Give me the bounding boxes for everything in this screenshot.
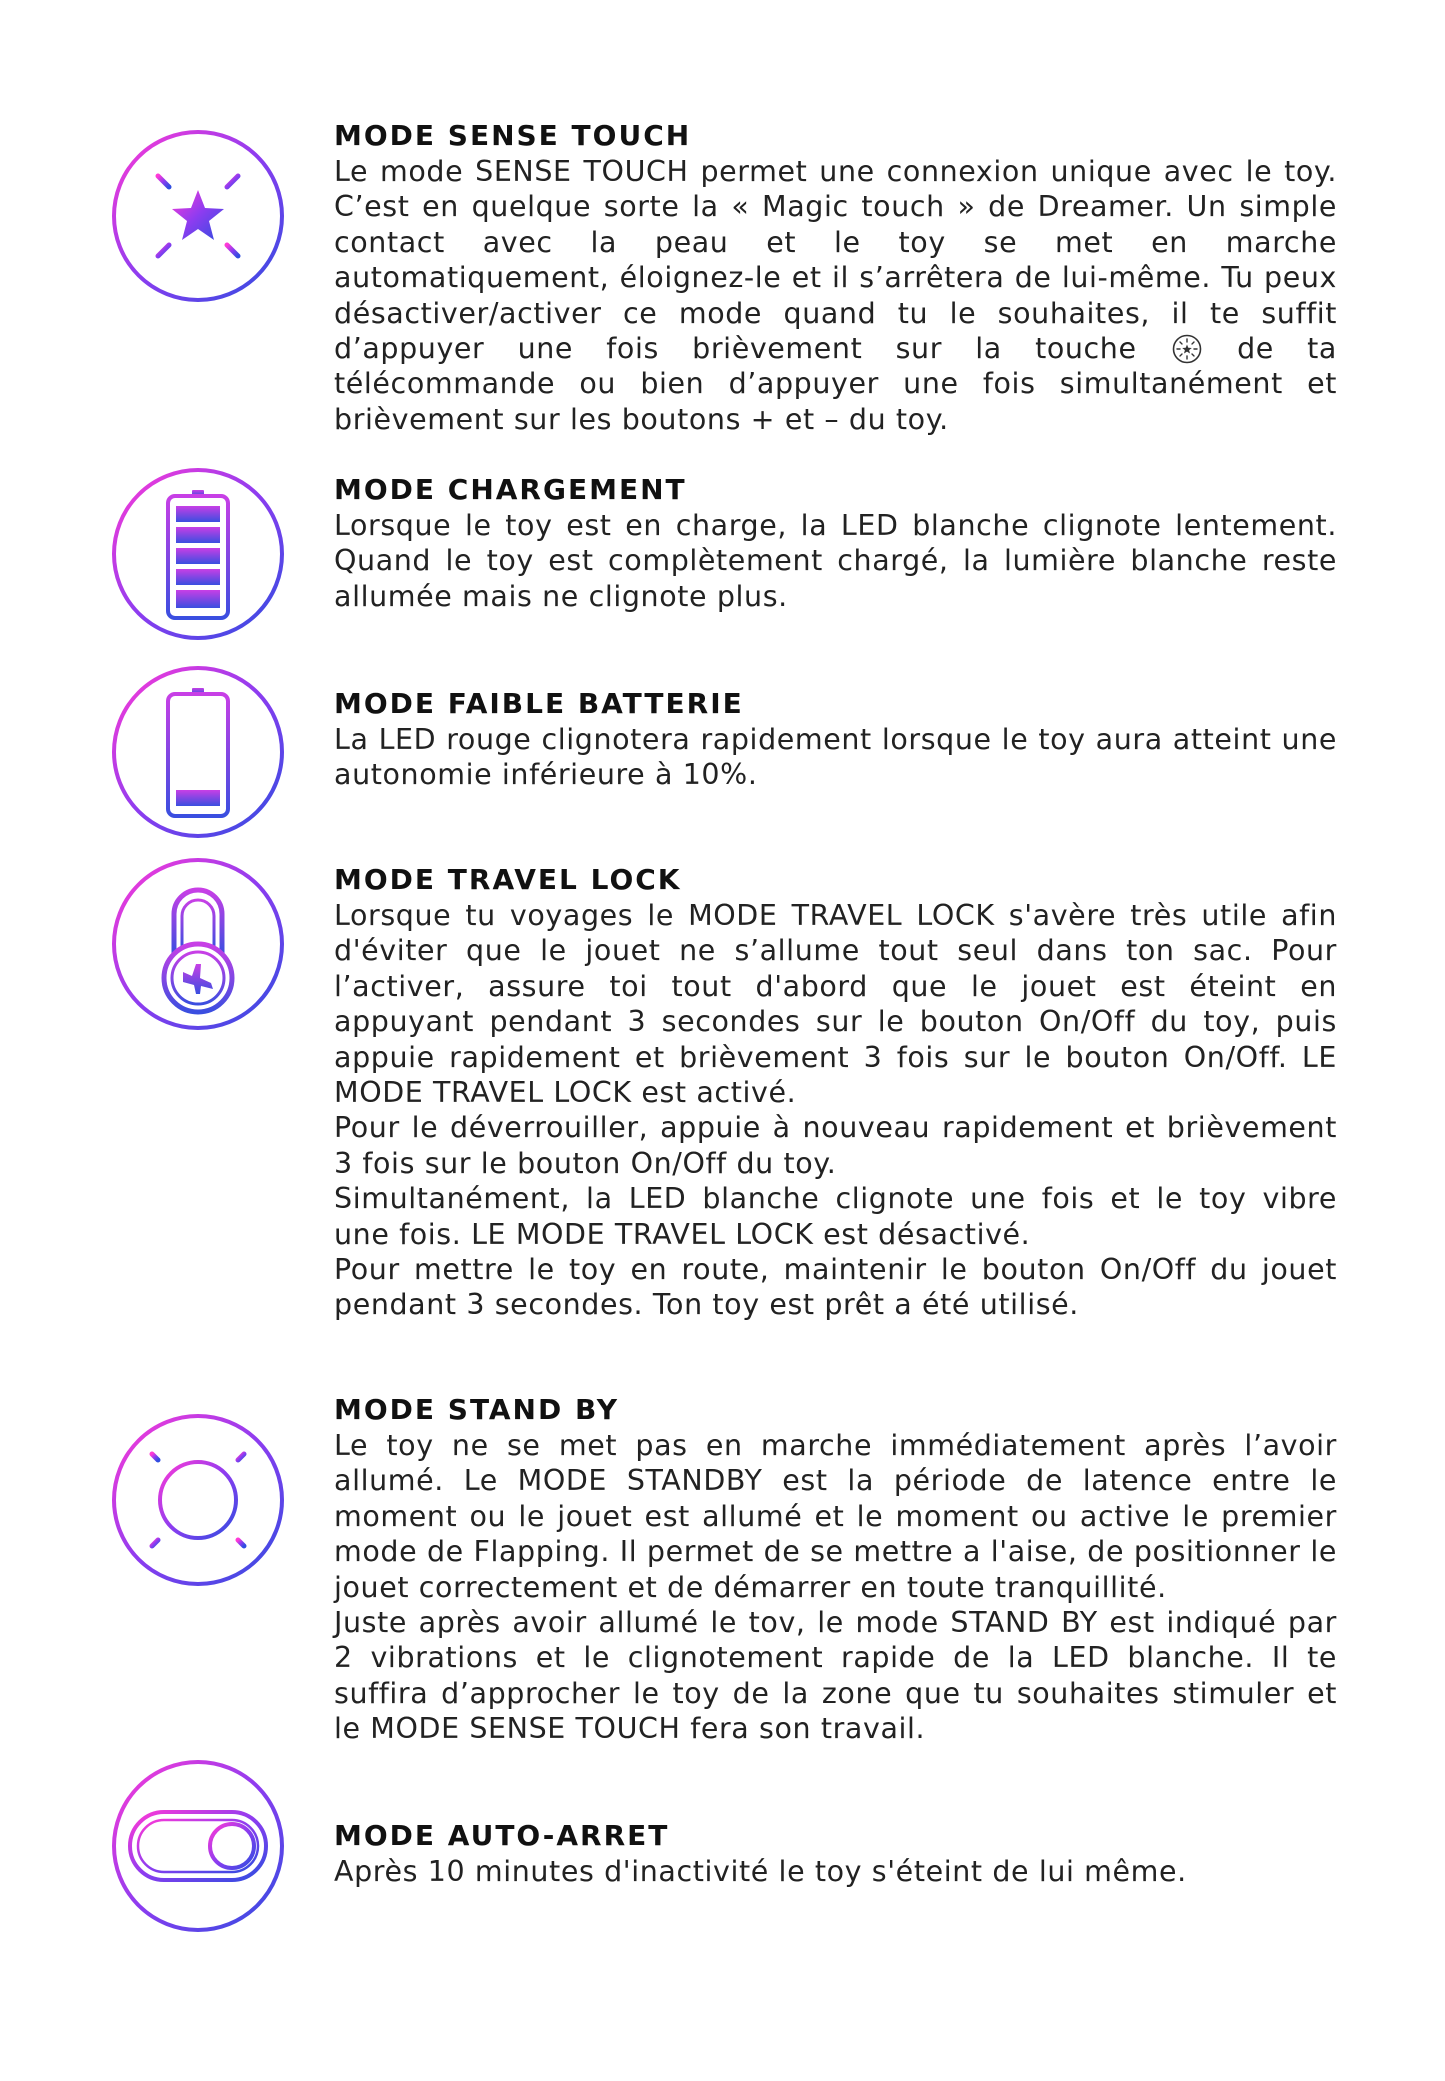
section-title: MODE CHARGEMENT [334,473,687,506]
section-paragraph: Juste après avoir allumé le tov, le mode STAND BY est indiqué par 2 vibrations et le clignotement rapide de la LED blanche. Il te suffira d’approcher le toy de la zone que tu souhaites stimuler et le MODE SENSE TOUCH fera son travail. [334,1606,1337,1746]
section-title: MODE AUTO-ARRET [334,1819,670,1852]
section-paragraph: Simultanément, la LED blanche clignote une fois et le toy vibre une fois. LE MODE TRAVEL LOCK est désactivé. [334,1182,1337,1251]
stand-by-text [334,1392,1337,1747]
sense-touch-text [334,118,1337,437]
section-paragraph: Le mode SENSE TOUCH permet une connexion unique avec le toy. C’est en quelque sorte la « Magic touch » de Dreamer. Un simple contact avec la peau et le toy se met en marche automatiquement, éloignez-le et il s’arrêtera de lui-même. Tu peux désactiver/activer ce mode quand tu le souhaites, il te suffit d’appuyer une fois brièvement sur la touche de ta télécommande ou bien d’appuyer une fois simultanément et brièvement sur les boutons + et – du toy. [334,155,1337,436]
chargement-text [334,472,1337,614]
section-paragraph: La LED rouge clignotera rapidement lorsque le toy aura atteint une autonomie inférieure à 10%. [334,723,1337,792]
travel-lock-padlock-icon [110,856,286,1032]
section-paragraph: Lorsque le toy est en charge, la LED blanche clignote lentement. Quand le toy est complètement chargé, la lumière blanche reste allumée mais ne clignote plus. [334,509,1337,613]
section-title: MODE TRAVEL LOCK [334,863,682,896]
section-paragraph: Lorsque tu voyages le MODE TRAVEL LOCK s'avère très utile afin d'éviter que le jouet ne s’allume tout seul dans ton sac. Pour l’activer, assure toi tout d'abord que le jouet est éteint en appuyant pendant 3 secondes sur le bouton On/Off du toy, puis appuie rapidement et brièvement 3 fois sur le bouton On/Off. LE MODE TRAVEL LOCK est activé. [334,899,1337,1110]
section-title: MODE SENSE TOUCH [334,119,692,152]
sense-touch-star-icon [110,128,286,304]
section-paragraph: Pour mettre le toy en route, maintenir le bouton On/Off du jouet pendant 3 secondes. Ton toy est prêt a été utilisé. [334,1253,1337,1322]
faible-batterie-text [334,686,1337,793]
auto-off-toggle-icon [110,1758,286,1934]
auto-arret-text [334,1818,1337,1889]
section-title: MODE FAIBLE BATTERIE [334,687,744,720]
section-paragraph: Pour le déverrouiller, appuie à nouveau rapidement et brièvement 3 fois sur le bouton On/Off du toy. [334,1111,1337,1180]
remote-sense-touch-button-icon [1172,334,1202,364]
travel-lock-text [334,862,1337,1323]
section-title: MODE STAND BY [334,1393,620,1426]
standby-sun-minus-icon [110,1412,286,1588]
section-paragraph: Après 10 minutes d'inactivité le toy s'éteint de lui même. [334,1855,1187,1888]
battery-full-icon [110,466,286,642]
battery-low-icon [110,664,286,840]
section-paragraph: Le toy ne se met pas en marche immédiatement après l’avoir allumé. Le MODE STANDBY est la période de latence entre le moment ou le jouet est allumé et le moment ou active le premier mode de Flapping. Il permet de se mettre a l'aise, de positionner le jouet correctement et de démarrer en toute tranquillité. [334,1429,1337,1604]
